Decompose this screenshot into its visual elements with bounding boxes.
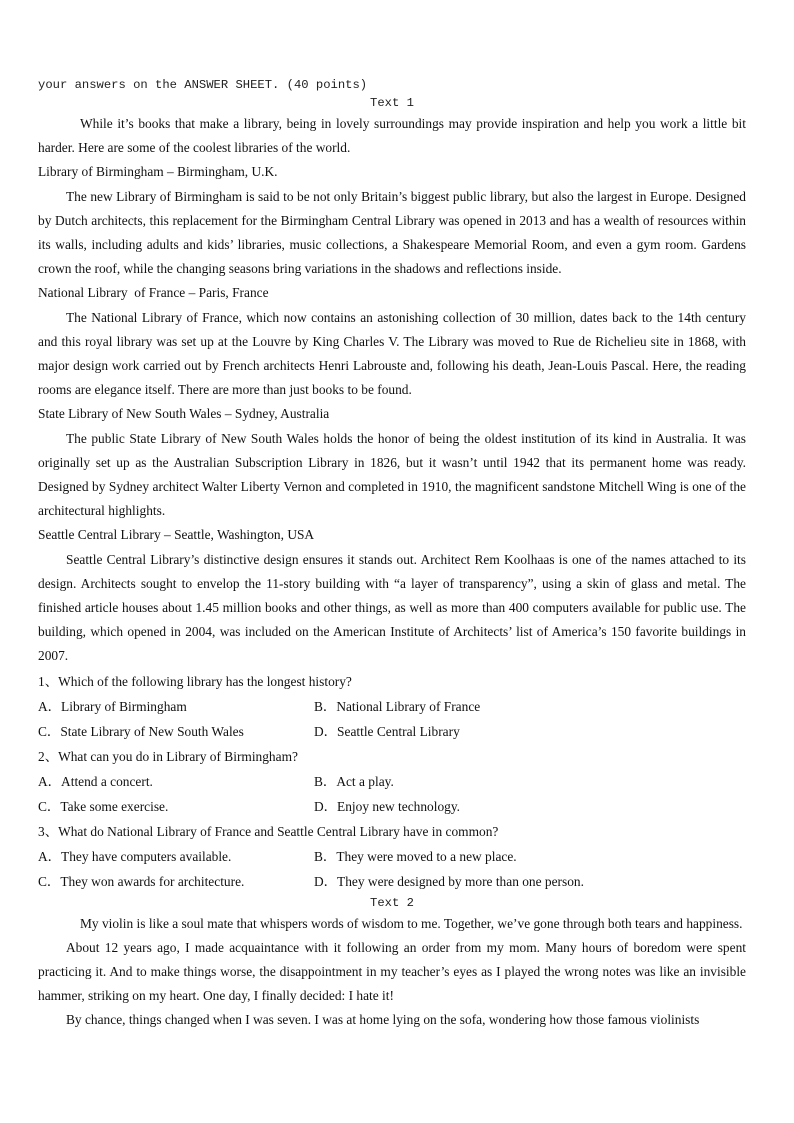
question-3: [38, 819, 746, 894]
document-page: [38, 76, 746, 1033]
library-section-birmingham: [38, 160, 746, 281]
section-heading: Library of Birmingham – Birmingham, U.K.: [38, 164, 278, 180]
text2-title: Text 2: [370, 895, 414, 910]
section-body: Seattle Central Library’s distinctive design ensures it stands out. Architect Rem Koolhaas is one of the names attached to its design. Architects sought to envelop the 11-story building with “a layer of transparency”, using a skin of glass and metal. The finished article houses about 1.45 million books and other things, as well as more than 400 computers available for public use. The building, which opened in 2004, was included on the American Institute of Architects’ list of America’s 150 favorite buildings in 2007.: [38, 551, 746, 664]
text2-paragraph: About 12 years ago, I made acquaintance with it following an order from my mom. Many hours of boredom were spent practicing it. And to make things worse, the disappointment in my teacher’s eyes as I played the wrong notes was like an invisible hammer, striking on my heart. One day, I finally decided: I hate it!: [38, 939, 746, 1004]
library-section-seattle: [38, 523, 746, 668]
option-d[interactable]: D．Enjoy new technology.: [314, 798, 461, 814]
option-d[interactable]: D．They were designed by more than one person.: [314, 873, 584, 889]
section-body: The new Library of Birmingham is said to be not only Britain’s biggest public library, but also the largest in Europe. Designed by Dutch architects, this replacement for the Birmingham Central Library was opened in 2013 and has a wealth of resources within its walls, including adults and kids’ libraries, music collections, a Shakespeare Memorial Room, and even a gym room. Gardens crown the roof, while the changing seasons bring variations in the shadows and reflections inside.: [38, 188, 746, 277]
library-section-nsw: [38, 402, 746, 523]
option-c[interactable]: C．State Library of New South Wales: [38, 723, 244, 739]
option-b[interactable]: B．Act a play.: [314, 773, 394, 789]
section-body: The National Library of France, which now contains an astonishing collection of 30 million, dates back to the 14th century and this royal library was set up at the Louvre by King Charles V. The Library was moved to Rue de Richelieu site in 1868, with major design work carried out by French architects Henri Labrouste and, following his death, Jean-Louis Pascal. Here, the reading rooms are elegance itself. There are more than just books to be found.: [38, 309, 746, 398]
section-heading: Seattle Central Library – Seattle, Washington, USA: [38, 527, 315, 543]
option-d[interactable]: D．Seattle Central Library: [314, 723, 460, 739]
option-a[interactable]: A．Library of Birmingham: [38, 698, 187, 714]
option-c[interactable]: C．Take some exercise.: [38, 798, 169, 814]
question-stem: 2、What can you do in Library of Birmingham?: [38, 748, 298, 764]
text1-intro: While it’s books that make a library, being in lovely surroundings may provide inspiration and help you work a little bit harder. Here are some of the coolest libraries of the world.: [38, 116, 746, 156]
section-heading: National Library of France – Paris, France: [38, 285, 269, 301]
section-instruction: your answers on the ANSWER SHEET. (40 points): [38, 78, 368, 92]
question-1: [38, 669, 746, 744]
option-a[interactable]: A．Attend a concert.: [38, 773, 153, 789]
text2-paragraph: By chance, things changed when I was seven. I was at home lying on the sofa, wondering how those famous violinists: [66, 1012, 700, 1028]
option-b[interactable]: B．National Library of France: [314, 698, 481, 714]
option-c[interactable]: C．They won awards for architecture.: [38, 873, 245, 889]
section-body: The public State Library of New South Wales holds the honor of being the oldest institution of its kind in Australia. It was originally set up as the Australian Subscription Library in 1826, but it wasn’t until 1942 that its permanent home was ready. Designed by Sydney architect Walter Liberty Vernon and completed in 1910, the magnificent sandstone Mitchell Wing is one of the architectural highlights.: [38, 430, 746, 519]
section-heading: State Library of New South Wales – Sydney, Australia: [38, 406, 330, 422]
option-a[interactable]: A．They have computers available.: [38, 848, 232, 864]
question-2: [38, 744, 746, 819]
text1-title: Text 1: [370, 96, 414, 110]
question-stem: 3、What do National Library of France and Seattle Central Library have in common?: [38, 823, 499, 839]
library-section-france: [38, 281, 746, 402]
text2-paragraph: My violin is like a soul mate that whispers words of wisdom to me. Together, we’ve gone through both tears and happiness.: [80, 915, 743, 931]
option-b[interactable]: B．They were moved to a new place.: [314, 848, 517, 864]
question-stem: 1、Which of the following library has the longest history?: [38, 673, 352, 689]
